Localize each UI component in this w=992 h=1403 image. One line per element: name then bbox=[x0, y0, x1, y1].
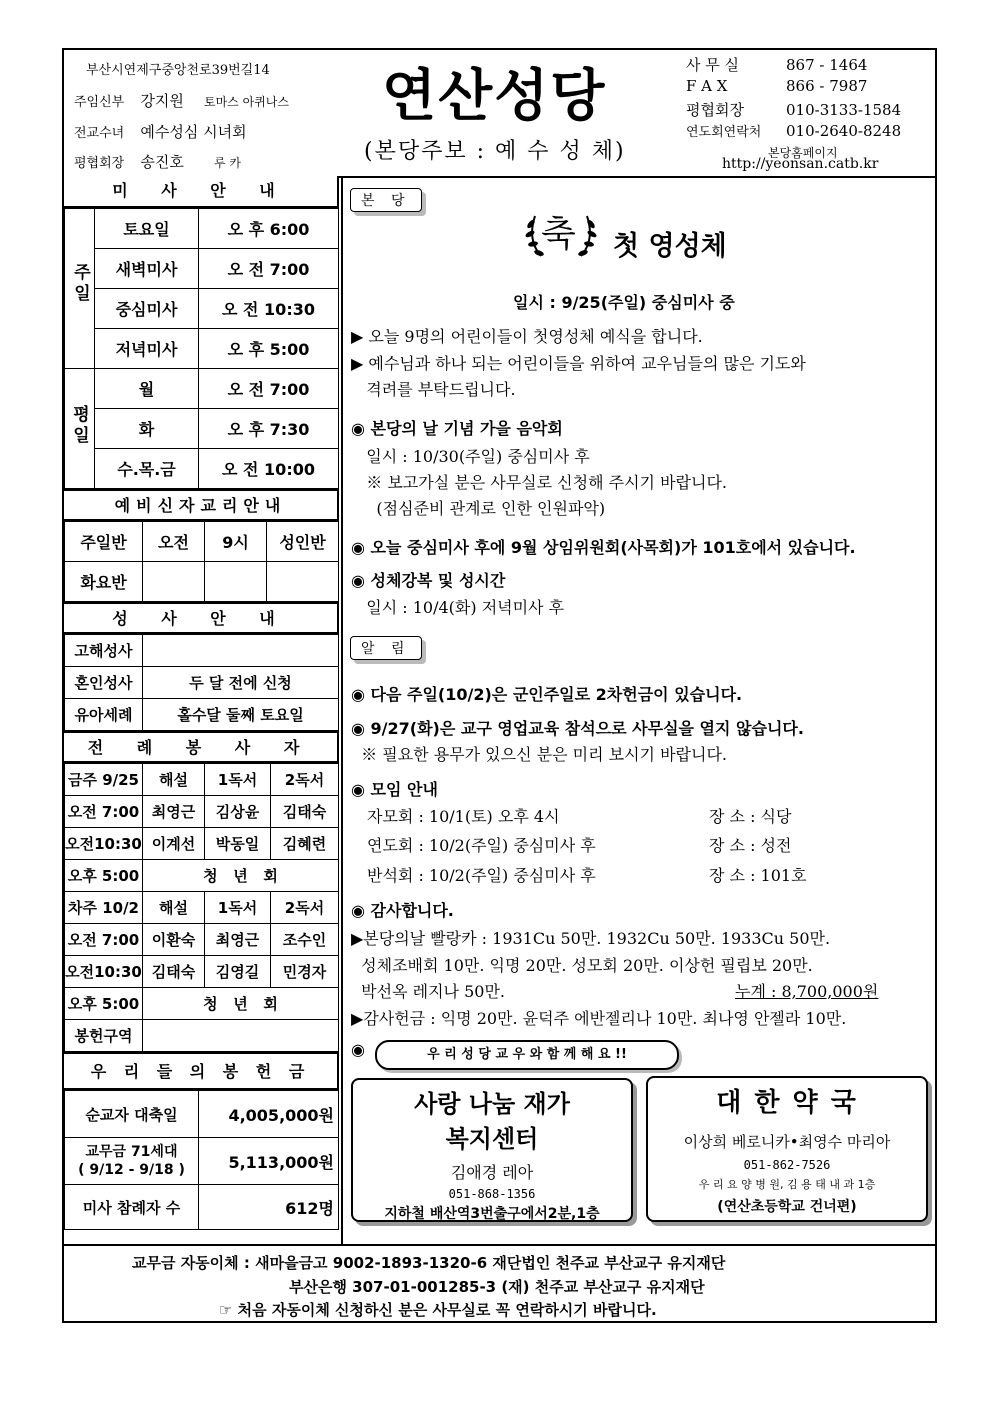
thanks-line-1: ▶본당의날 빨랑카 : 1931Cu 50만. 1932Cu 50만. 1933Cu 50만. bbox=[351, 929, 831, 948]
ad-welfare-title-2: 복지센터 bbox=[445, 1125, 539, 1153]
mass-schedule-table bbox=[64, 208, 339, 489]
table-row: 고해성사 bbox=[65, 635, 339, 667]
thanks-line-4: ▶감사헌금 : 익명 20만. 윤덕주 에반젤리나 10만. 최나영 안젤라 10만. bbox=[351, 1009, 847, 1028]
tag-parish: 본 당 bbox=[350, 188, 422, 212]
contact-council: 평협회장 010-3133-1584 bbox=[686, 101, 902, 119]
ad-welfare-name: 김애경 레아 bbox=[450, 1163, 534, 1182]
weekday-label: 평일 bbox=[65, 369, 95, 489]
gathering-1: 자모회 : 10/1(토) 오후 4시 bbox=[367, 807, 560, 826]
contact-office: 사 무 실 867 - 1464 bbox=[686, 56, 868, 74]
notice-2: ◉ 9/27(화)은 교구 영업교육 참석으로 사무실을 열지 않습니다. bbox=[351, 719, 804, 738]
parish-title: 연산성당 bbox=[382, 64, 607, 129]
table-row: 화 오 후 7:30 bbox=[65, 409, 339, 449]
sister-label: 전교수녀 bbox=[74, 126, 125, 141]
gathering-2: 연도회 : 10/2(주일) 중심미사 후 bbox=[367, 836, 596, 855]
table-row: 수.목.금 오 전 10:00 bbox=[65, 449, 339, 489]
ad-pharmacy-title: 대 한 약 국 bbox=[716, 1088, 858, 1118]
table-row: 봉헌구역 bbox=[65, 1020, 339, 1052]
sister-info bbox=[74, 121, 247, 142]
table-row: 오후 5:00 청 년 회 bbox=[65, 988, 339, 1020]
gathering-3-place: 장 소 : 101호 bbox=[709, 866, 807, 885]
table-row: 주일반 오전 9시 성인반 bbox=[65, 522, 339, 562]
concert-date: 일시 : 10/30(주일) 중심미사 후 bbox=[351, 447, 590, 466]
sacrament-table bbox=[64, 634, 339, 731]
footer-line-1: 교무금 자동이체 : 새마을금고 9002-1893-1320-6 재단법인 천주교 부산교구 유지재단 bbox=[132, 1254, 726, 1272]
table-row: 오전10:30 이계선 박동일 김혜련 bbox=[65, 828, 339, 860]
table-row: 새벽미사 오 전 7:00 bbox=[65, 249, 339, 289]
bulletin-header bbox=[64, 50, 935, 178]
meeting-notice: ◉ 오늘 중심미사 후에 9월 상임위원회(사목회)가 101호에서 있습니다. bbox=[351, 538, 856, 557]
ad-welfare-center bbox=[351, 1078, 633, 1222]
table-row: 화요반 bbox=[65, 562, 339, 602]
ad-pharmacy-address: 우 리 요 양 병 원, 김 용 태 내 과 1층 bbox=[698, 1178, 876, 1191]
celebration-line-3: 격려를 부탁드립니다. bbox=[351, 380, 516, 399]
adoration-date: 일시 : 10/4(화) 저녁미사 후 bbox=[351, 598, 565, 617]
table-row: 중심미사 오 전 10:30 bbox=[65, 289, 339, 329]
council-baptismal-name: 루 카 bbox=[214, 156, 241, 170]
ad-pharmacy-phone: 051-862-7526 bbox=[743, 1158, 831, 1172]
table-row: 오전 7:00 이환숙 최영근 조수인 bbox=[65, 924, 339, 956]
celebration-line-1: ▶ 오늘 9명의 어린이들이 첫영성체 예식을 합니다. bbox=[351, 327, 703, 346]
gathering-2-place: 장 소 : 성전 bbox=[709, 836, 792, 855]
table-row: 평일 월 오 전 7:00 bbox=[65, 369, 339, 409]
ad-welfare-title-1: 사랑 나눔 재가 bbox=[414, 1090, 570, 1118]
footer-line-2: 부산은행 307-01-001285-3 (재) 천주교 부산교구 유지재단 bbox=[289, 1278, 705, 1296]
concert-note-1: ※ 보고가실 분은 사무실로 신청해 주시기 바랍니다. bbox=[351, 473, 727, 492]
pastor-info bbox=[74, 90, 289, 111]
gathering-1-place: 장 소 : 식당 bbox=[709, 807, 792, 826]
offering-title: 우 리 들 의 봉 헌 금 bbox=[64, 1052, 339, 1090]
ad-pharmacy-landmark: (연산초등학교 건너편) bbox=[717, 1199, 857, 1215]
footer-line-3: ☞ 처음 자동이체 신청하신 분은 사무실로 꼭 연락하시기 바랍니다. bbox=[219, 1301, 657, 1319]
gathering-3: 반석회 : 10/2(주일) 중심미사 후 bbox=[367, 866, 596, 885]
table-row: 순교자 대축일 4,005,000원 bbox=[65, 1091, 339, 1138]
celebration-line-2: ▶ 예수님과 하나 되는 어린이들을 위하여 교우님들의 많은 기도와 bbox=[351, 354, 806, 373]
table-row: 주일 토요일 오 후 6:00 bbox=[65, 209, 339, 249]
sacrament-title: 성 사 안 내 bbox=[64, 602, 339, 634]
together-banner: 우 리 성 당 교 우 와 함 께 해 요 !! bbox=[375, 1040, 679, 1070]
notice-1: ◉ 다음 주일(10/2)은 군인주일로 2차헌금이 있습니다. bbox=[351, 685, 743, 704]
concert-title: ◉ 본당의 날 기념 가을 음악회 bbox=[351, 419, 563, 438]
council-label: 평협회장 bbox=[74, 156, 125, 171]
sister-name: 예수성심 시녀회 bbox=[140, 123, 247, 141]
homepage-label: 본당홈페이지 bbox=[768, 146, 838, 160]
mass-schedule-title: 미 사 안 내 bbox=[64, 176, 339, 208]
table-row: 유아세례 홀수달 둘째 토요일 bbox=[65, 699, 339, 731]
homepage-link[interactable]: http://yeonsan.catb.kr bbox=[722, 156, 879, 172]
thanks-line-2: 성체조배회 10만. 익명 20만. 성모회 20만. 이상헌 필립보 20만. bbox=[351, 956, 813, 975]
servers-table bbox=[64, 763, 339, 1052]
thanks-title: ◉ 감사합니다. bbox=[351, 901, 454, 920]
bulletin-footer bbox=[64, 1244, 935, 1323]
contact-fax: F A X 866 - 7987 bbox=[686, 77, 868, 95]
table-row: 혼인성사 두 달 전에 신청 bbox=[65, 667, 339, 699]
ad-welfare-address: 지하철 배산역3번출구에서2분,1층 bbox=[384, 1206, 600, 1222]
table-row: 오전10:30 김태숙 김영길 민경자 bbox=[65, 956, 339, 988]
main-content bbox=[341, 176, 937, 1244]
bulletin-subtitle: (본당주보 : 예 수 성 체) bbox=[364, 139, 626, 164]
concert-note-2: (점심준비 관계로 인한 인원파악) bbox=[351, 499, 606, 518]
table-row: 저녁미사 오 후 5:00 bbox=[65, 329, 339, 369]
ad-pharmacy bbox=[646, 1076, 928, 1222]
table-row: 금주 9/25 해설 1독서 2독서 bbox=[65, 764, 339, 796]
offering-table bbox=[64, 1090, 339, 1230]
sunday-label: 주일 bbox=[65, 209, 95, 369]
catechumen-table bbox=[64, 521, 339, 602]
table-row: 교무금 71세대 ( 9/12 - 9/18 ) 5,113,000원 bbox=[65, 1138, 339, 1185]
celebration-title: 첫 영성체 bbox=[613, 231, 727, 262]
pastor-label: 주임신부 bbox=[74, 95, 125, 110]
celebration-char: 축 bbox=[541, 214, 576, 255]
tag-notice: 알 림 bbox=[350, 636, 422, 660]
bulletin-frame bbox=[62, 48, 937, 1323]
adoration-title: ◉ 성체강복 및 성시간 bbox=[351, 571, 506, 590]
table-row: 오전 7:00 최영근 김상윤 김태숙 bbox=[65, 796, 339, 828]
together-mark: ◉ bbox=[351, 1040, 365, 1059]
left-column bbox=[64, 176, 339, 1230]
table-row: 차주 10/2 해설 1독서 2독서 bbox=[65, 892, 339, 924]
catechumen-title: 예비신자교리안내 bbox=[64, 489, 339, 521]
contact-yeondo: 연도회연락처 010-2640-8248 bbox=[686, 122, 902, 140]
council-info bbox=[74, 151, 241, 172]
thanks-line-3: 박선옥 레지나 50만. bbox=[351, 982, 505, 1001]
servers-title: 전 례 봉 사 자 bbox=[64, 731, 339, 763]
thanks-total: 누계 : 8,700,000원 bbox=[735, 982, 879, 1001]
table-row: 오후 5:00 청 년 회 bbox=[65, 860, 339, 892]
table-row: 미사 참례자 수 612명 bbox=[65, 1185, 339, 1230]
pastor-name: 강지원 bbox=[140, 92, 184, 110]
gathering-title: ◉ 모임 안내 bbox=[351, 780, 438, 799]
celebration-date: 일시 : 9/25(주일) 중심미사 중 bbox=[513, 293, 735, 312]
parish-address: 부산시연제구중앙천로39번길14 bbox=[86, 63, 270, 78]
notice-2-sub: ※ 필요한 용무가 있으신 분은 미리 보시기 바랍니다. bbox=[351, 745, 727, 764]
ad-pharmacy-name: 이상희 베로니카•최영수 마리아 bbox=[683, 1133, 891, 1151]
pastor-baptismal-name: 토마스 아퀴나스 bbox=[204, 95, 289, 109]
council-name: 송진호 bbox=[140, 153, 184, 171]
ad-welfare-phone: 051-868-1356 bbox=[448, 1187, 536, 1201]
